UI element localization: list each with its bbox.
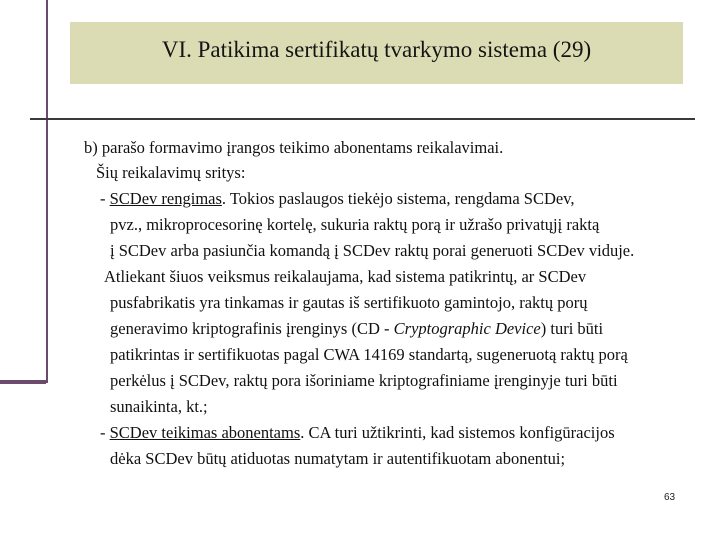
term-scdev-teikimas: SCDev teikimas abonentams <box>109 423 301 442</box>
title-banner <box>70 22 683 84</box>
left-accent-bar <box>46 0 48 383</box>
body-line-13: dėka SCDev būtų atiduotas numatytam ir autentifikuotam abonentui; <box>110 449 566 468</box>
left-accent-stub <box>0 380 46 384</box>
title-divider <box>30 118 695 120</box>
bullet-dash-2: - <box>100 423 110 442</box>
body-line-8-start: generavimo kriptografinis įrenginys (CD - <box>110 319 394 338</box>
body-line-1: b) parašo formavimo įrangos teikimo abonentams reikalavimai. <box>84 138 504 157</box>
body-line-7: pusfabrikatis yra tinkamas ir gautas iš sertifikuoto gamintojo, raktų porų <box>110 293 588 312</box>
page-number: 63 <box>664 492 676 503</box>
body-line-4: pvz., mikroprocesorinę kortelę, sukuria raktų porą ir užrašo privatųjį raktą <box>110 215 600 234</box>
term-scdev-rengimas: SCDev rengimas <box>109 189 222 208</box>
body-line-6: Atliekant šiuos veiksmus reikalaujama, kad sistema patikrintų, ar SCDev <box>104 267 587 286</box>
bullet-dash: - <box>100 189 110 208</box>
slide-title: VI. Patikima sertifikatų tvarkymo sistema (29) <box>161 37 592 62</box>
body-line-8-end: ) turi būti <box>540 319 604 338</box>
body-line-3 <box>100 189 575 209</box>
body-line-11: sunaikinta, kt.; <box>110 397 208 416</box>
body-line-12-rest: . CA turi užtikrinti, kad sistemos konfigūracijos <box>300 423 615 442</box>
body-line-2: Šių reikalavimų sritys: <box>96 163 246 182</box>
body-line-3-rest: . Tokios paslaugos tiekėjo sistema, rengdama SCDev, <box>221 189 575 208</box>
body-line-10: perkėlus į SCDev, raktų pora išoriniame kriptografiniame įrenginyje turi būti <box>110 371 618 390</box>
body-line-12 <box>100 423 615 443</box>
term-cryptographic-device: Cryptographic Device <box>393 319 541 338</box>
body-line-8 <box>110 319 603 339</box>
body-line-5: į SCDev arba pasiunčia komandą į SCDev raktų porai generuoti SCDev viduje. <box>110 241 635 260</box>
body-line-9: patikrintas ir sertifikuotas pagal CWA 14169 standartą, sugeneruotą raktų porą <box>110 345 628 364</box>
